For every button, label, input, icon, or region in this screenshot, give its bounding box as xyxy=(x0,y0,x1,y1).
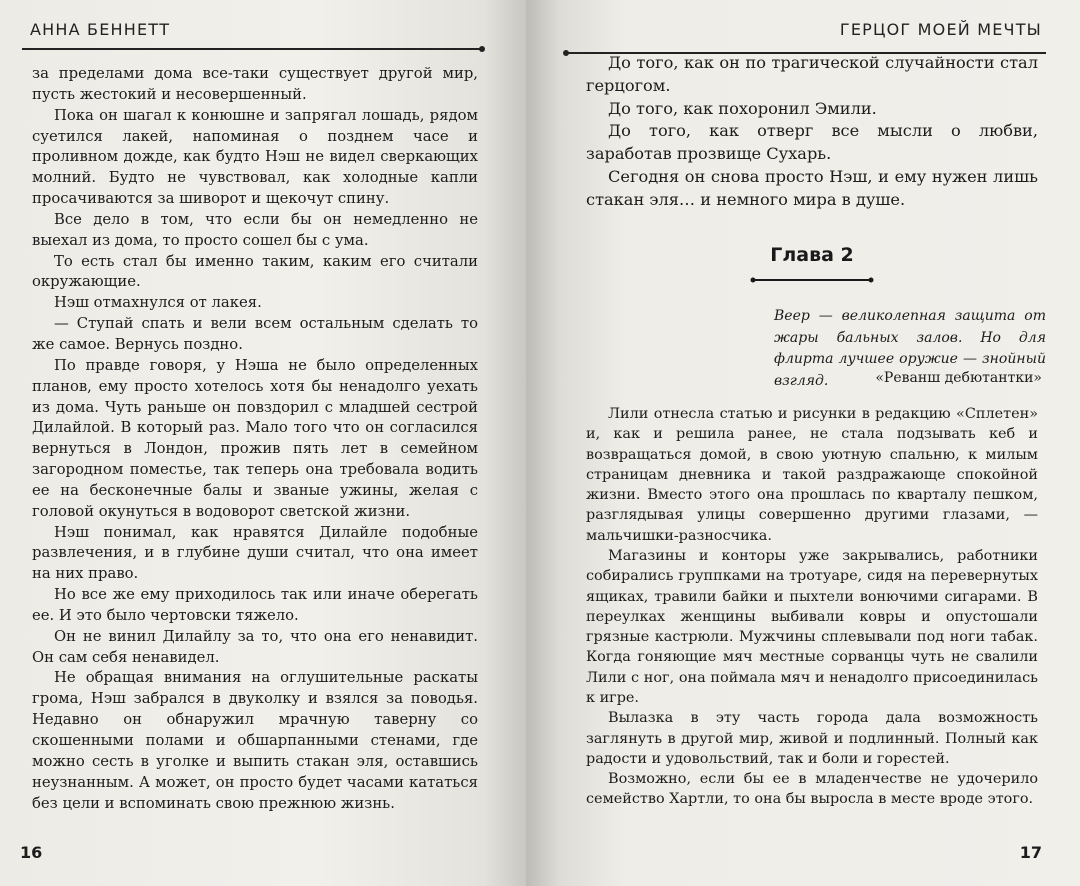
paragraph: — Ступай спать и вели всем остальным сделать то же самое. Вернусь поздно. xyxy=(32,315,478,353)
chapter-title: Глава 2 xyxy=(770,244,854,266)
paragraph: Сегодня он снова просто Нэш, и ему нужен лишь стакан эля… и немного мира в душе. xyxy=(586,166,1038,209)
chapter-ornament xyxy=(750,276,874,284)
epigraph-source: «Реванш дебютантки» xyxy=(875,370,1042,386)
paragraph: Возможно, если бы ее в младенчестве не удочерило семейство Хартли, то она бы выросла в месте вроде этого. xyxy=(586,771,1038,808)
right-body-text-top xyxy=(586,52,1038,212)
paragraph: До того, как похоронил Эмили. xyxy=(608,98,877,118)
right-body-text-bottom xyxy=(586,404,1038,810)
paragraph: за пределами дома все-таки существует другой мир, пусть жестокий и несовершенный. xyxy=(32,65,478,103)
paragraph: До того, как отверг все мысли о любви, заработав прозвище Сухарь. xyxy=(586,121,1038,164)
left-body-text xyxy=(32,64,478,814)
page-number: 16 xyxy=(20,843,43,862)
right-page xyxy=(526,0,1080,886)
paragraph: Все дело в том, что если бы он немедленно не выехал из дома, то просто сошел бы с ума. xyxy=(32,210,478,249)
paragraph: По правде говоря, у Нэша не было определенных планов, ему просто хотелось хотя бы ненадолго уехать из дома. Чуть раньше он повздорил с младшей сестрой Дилайлой. В который раз. Мало того что он согласился вернуться в Лондон, прожив пять лет в семейном загородном поместье, так теперь она требовала водить ее на бесконечные балы и званые ужины, желая с головой окунуться в водоворот светской жизни. xyxy=(32,356,478,520)
paragraph: Нэш отмахнулся от лакея. xyxy=(54,294,262,312)
paragraph: То есть стал бы именно таким, каким его считали окружающие. xyxy=(32,252,478,291)
paragraph: Но все же ему приходилось так или иначе оберегать ее. И это было чертовски тяжело. xyxy=(32,586,478,624)
running-head-author: АННА БЕННЕТТ xyxy=(30,20,171,39)
running-head-title: ГЕРЦОГ МОЕЙ МЕЧТЫ xyxy=(839,20,1042,39)
header-rule xyxy=(22,48,482,50)
paragraph: До того, как он по трагической случайности стал герцогом. xyxy=(586,53,1038,95)
paragraph: Магазины и конторы уже закрывались, работники собирались группками на тротуаре, сидя на перевернутых ящиках, травили байки и пыхтели вонючими сигарами. В переулках женщины выбивали ковры и опустошали грязные кастрюли. Мужчины сплевывали под ноги табак. Когда гоняющие мяч местные сорванцы чуть не свалили Лили с ног, она поймала мяч и ненадолго присоединилась к игре. xyxy=(586,547,1038,706)
paragraph: Пока он шагал к конюшне и запрягал лошадь, рядом суетился лакей, напоминая о позднем часе и проливном дожде, как будто Нэш не видел сверкающих молний. Будто не чувствовал, как холодные капли просачиваются за шиворот и щекочут спину. xyxy=(32,106,478,208)
paragraph: Нэш понимал, как нравятся Дилайле подобные развлечения, и в глубине души считал, что она имеет на них право. xyxy=(32,523,478,583)
paragraph: Он не винил Дилайлу за то, что она его ненавидит. Он сам себя ненавидел. xyxy=(32,627,478,666)
paragraph: Лили отнесла статью и рисунки в редакцию «Сплетен» и, как и решила ранее, не стала подзывать кеб и возвращаться домой, в свою уютную спальню, к милым страницам дневника и такой раздражающе спокойной жизни. Вместо этого она прошлась по кварталу пешком, разглядывая улицы совершенно другими глазами, — мальчишки-разносчика. xyxy=(586,406,1038,544)
paragraph: Вылазка в эту часть города дала возможность заглянуть в другой мир, живой и подлинный. Полный как радости и удовольствий, так и боли и горестей. xyxy=(586,710,1038,767)
page-number: 17 xyxy=(1019,843,1042,862)
paragraph: Не обращая внимания на оглушительные раскаты грома, Нэш забрался в двуколку и взялся за поводья. Недавно он обнаружил мрачную таверну со скошенными полами и обшарпанными стенами, где можно сесть в уголке и выпить стакан эля, оставшись неузнанным. А может, он просто будет часами кататься без цели и вспоминать свою прежнюю жизнь. xyxy=(32,669,478,812)
left-page xyxy=(0,0,526,886)
epigraph: Веер — великолепная защита от жары бальных залов. Но для флирта лучшее оружие — знойный взгляд. xyxy=(774,308,1046,389)
